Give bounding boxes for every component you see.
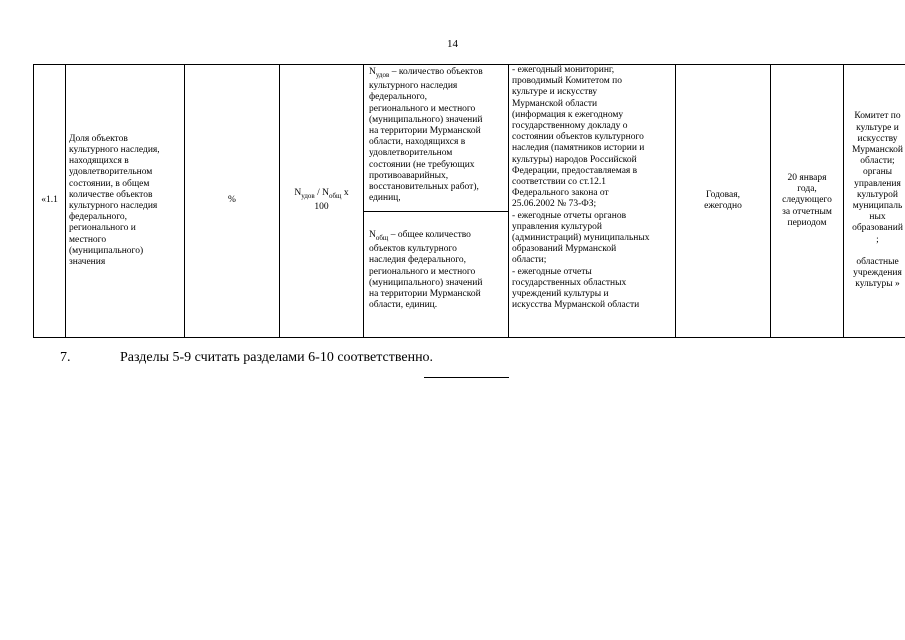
table-row <box>34 65 905 338</box>
text-line: 20 января <box>787 172 827 183</box>
text-line: культурного наследия <box>369 81 458 92</box>
text-line: ; <box>876 234 879 245</box>
text-line: учреждений культуры и <box>512 289 609 300</box>
text-line: наследия (памятников истории и <box>512 143 645 154</box>
text-line: Комитет по <box>854 111 901 122</box>
text-line: (администраций) муниципальных <box>512 233 650 244</box>
text-line: местного <box>69 234 107 245</box>
text-line: - ежегодные отчеты <box>512 266 592 277</box>
note-text: Разделы 5-9 считать разделами 6-10 соответственно. <box>120 350 434 365</box>
text-line: - ежегодные отчеты органов <box>512 210 627 221</box>
definition-cell <box>364 65 509 338</box>
text-line: области; <box>512 255 547 266</box>
text-line: областные <box>856 257 899 268</box>
definition-denominator: $N_{общ}$ – общее количество объектов культурного наследия федерального, регионального и местного (муниципального) значений на территории Мурманской области, единиц. <box>364 212 508 311</box>
responsible-cell <box>844 65 905 338</box>
text-line: Федерации, предоставляемая в <box>512 165 638 176</box>
text-line: - ежегодный мониторинг, <box>512 65 615 75</box>
text-line: культуры » <box>855 279 900 290</box>
text-line: Мурманской области <box>512 98 598 109</box>
text-line: противоаварийных, <box>369 170 449 181</box>
text-line: регионального и <box>69 223 136 234</box>
text-line: регионального и местного <box>369 103 476 114</box>
text-line: значения <box>69 257 106 268</box>
text-line: удовлетворительном <box>69 167 153 178</box>
indicator-name <box>66 65 185 338</box>
text-line: единиц, <box>369 193 401 204</box>
page-number: 14 <box>447 38 458 50</box>
text-line: периодом <box>787 217 827 228</box>
text-line: федерального, <box>69 212 128 223</box>
text-line: Мурманской <box>852 144 903 155</box>
text-line: количестве объектов <box>69 189 153 200</box>
text-line: 25.06.2002 № 73-ФЗ; <box>512 199 597 210</box>
text-line: (муниципального) значений <box>369 277 483 288</box>
data-source-cell <box>509 65 676 338</box>
text-line: культуре и <box>856 122 899 133</box>
text-line: Федерального закона от <box>512 188 609 199</box>
text-line: искусству <box>857 133 898 144</box>
frequency-cell <box>676 65 771 338</box>
text-line: органы <box>862 167 893 178</box>
text-line: состоянии (не требующих <box>369 159 475 170</box>
text-line: регионального и местного <box>369 266 476 277</box>
text-line: года, <box>797 184 817 195</box>
text-line: федерального, <box>369 92 428 103</box>
text-line: культурой <box>857 189 898 200</box>
text-line: культуре и искусству <box>512 87 598 98</box>
text-line: управления <box>854 178 901 189</box>
text-line: ежегодно <box>704 201 742 211</box>
definition-numerator: $N_{удов}$ – количество объектов культурного наследия федерального, регионального и местного (муниципального) значений на территории Мурманской области, находящихся в удовлетворительном состоянии (не требующих противоаварийных, восстановительных работ), единиц, <box>364 65 508 212</box>
text-line: культурного наследия <box>69 201 158 211</box>
text-line: управления культурой <box>512 221 602 232</box>
indicator-table <box>33 64 905 338</box>
text-line: учреждения <box>853 268 902 279</box>
text-line: культуры) народов Российской <box>512 154 637 165</box>
text-line: удовлетворительном <box>369 148 453 159</box>
row-number: «1.1 <box>34 65 66 338</box>
text-line: муниципаль <box>852 201 903 211</box>
text-line: государственному докладу о <box>512 121 628 132</box>
text-line: образований Мурманской <box>512 244 617 255</box>
text-line: состоянии, в общем <box>69 178 150 189</box>
text-line: области, находящихся в <box>369 137 466 148</box>
closing-rule <box>424 377 509 378</box>
text-line: находящихся в <box>69 156 129 167</box>
text-line: Доля объектов <box>69 133 128 144</box>
text-line: на территории Мурманской <box>369 125 481 136</box>
deadline-cell <box>771 65 844 338</box>
text-line: соответствии со ст.12.1 <box>512 177 607 188</box>
text-line: Годовая, <box>705 189 741 200</box>
text-line: (муниципального) <box>69 245 144 256</box>
text-line: (муниципального) значений <box>369 114 483 125</box>
text-line: области, единиц. <box>369 300 438 311</box>
text-line: за отчетным <box>782 206 832 217</box>
text-line: на территории Мурманской <box>369 288 481 299</box>
text-line: наследия федерального, <box>369 255 467 266</box>
text-line: области; <box>860 156 895 167</box>
note-number: 7. <box>60 350 71 365</box>
text-line: искусства Мурманской области <box>512 300 640 311</box>
text-line: ных <box>869 212 886 223</box>
text-line: состоянии объектов культурного <box>512 132 644 143</box>
text-line: культурного наследия, <box>69 144 160 155</box>
text-line <box>847 246 905 257</box>
text-line: проводимый Комитетом по <box>512 76 622 87</box>
text-line: объектов культурного <box>369 244 457 255</box>
text-line: восстановительных работ), <box>369 181 479 192</box>
text-line: государственных областных <box>512 277 627 288</box>
unit-cell: % <box>185 65 280 338</box>
formula-cell: $N_{удов} / N_{общ}$ х 100 <box>280 65 364 338</box>
text-line: (информация к ежегодному <box>512 109 624 120</box>
text-line: следующего <box>782 195 832 206</box>
text-line: образований <box>852 223 903 234</box>
